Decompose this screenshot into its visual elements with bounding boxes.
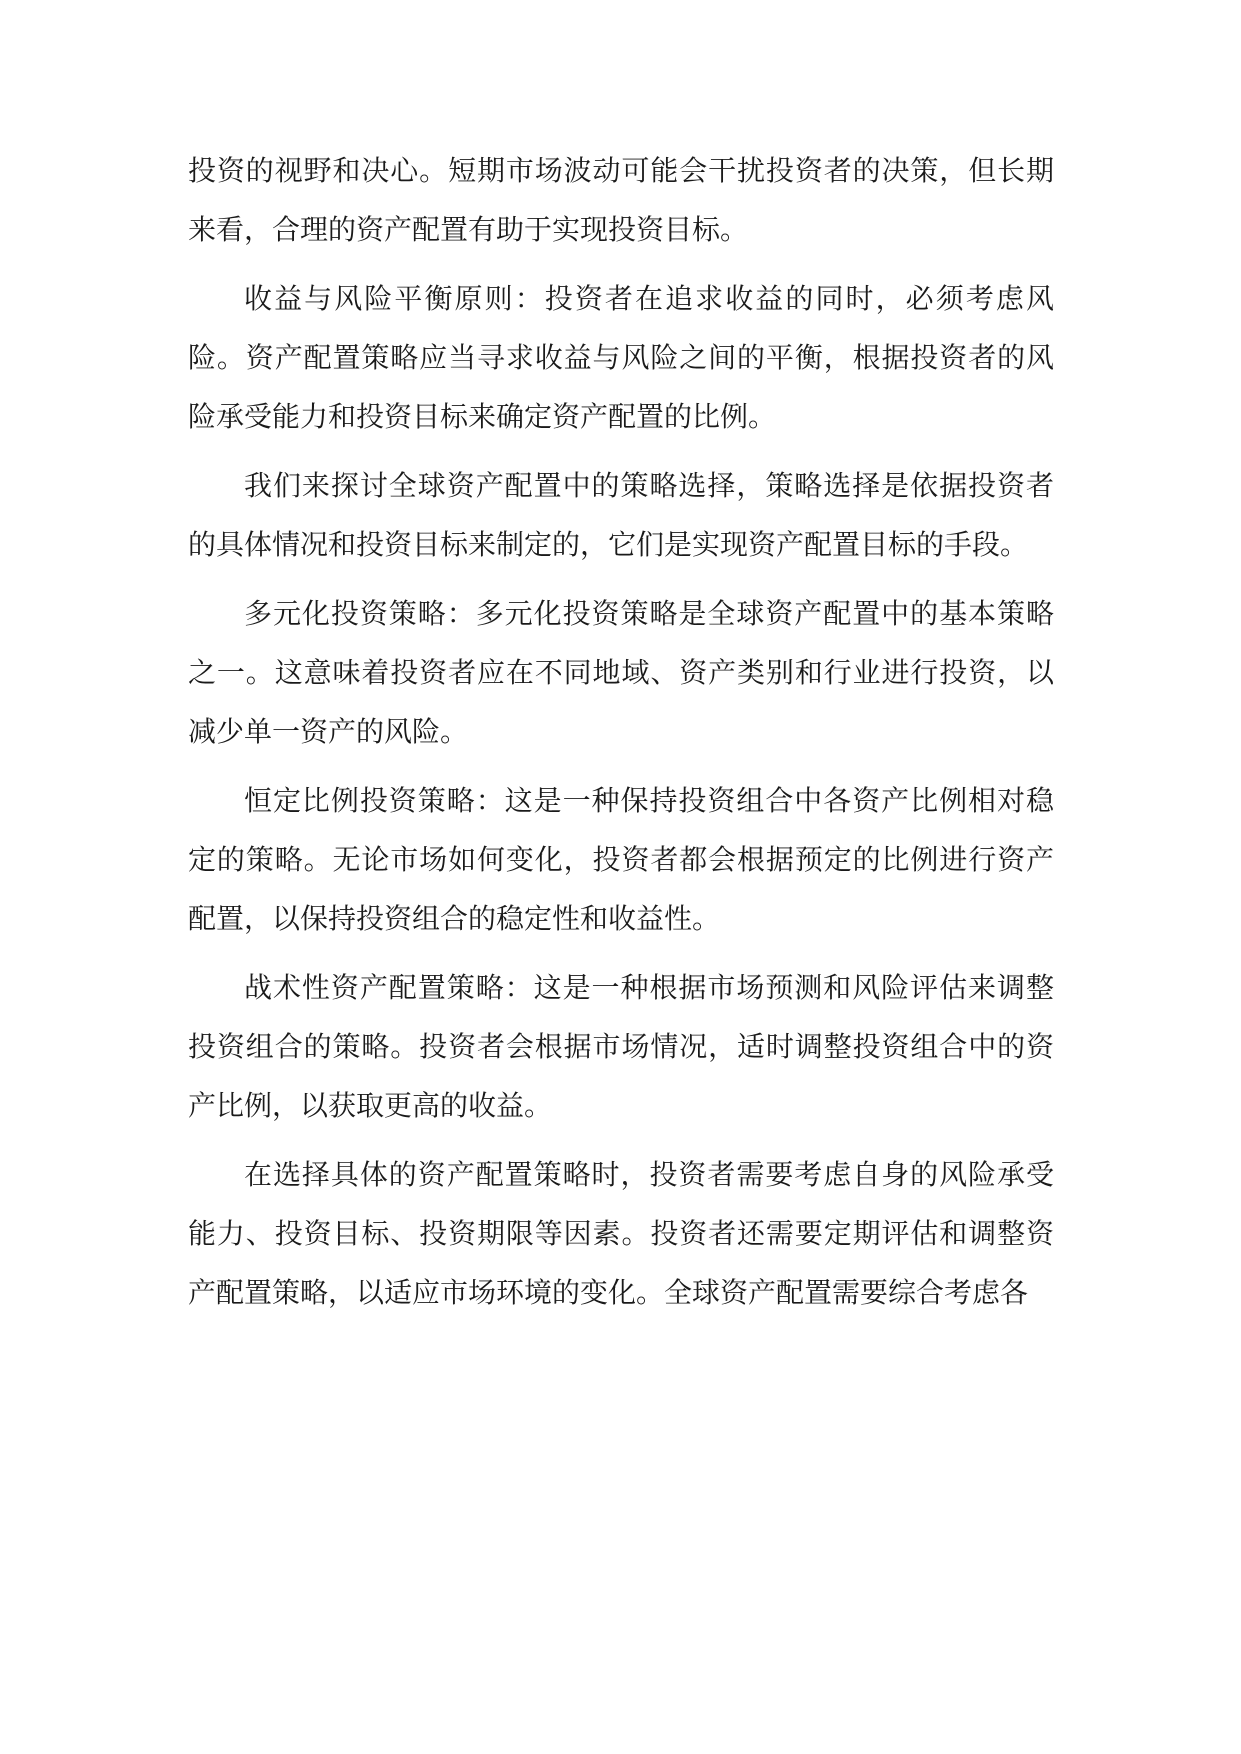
paragraph-constant-proportion-strategy: 恒定比例投资策略：这是一种保持投资组合中各资产比例相对稳定的策略。无论市场如何变化，投资者都会根据预定的比例进行资产配置，以保持投资组合的稳定性和收益性。 <box>188 784 1054 935</box>
paragraph-risk-return-balance: 收益与风险平衡原则：投资者在追求收益的同时，必须考虑风险。资产配置策略应当寻求收益与风险之间的平衡，根据投资者的风险承受能力和投资目标来确定资产配置的比例。 <box>188 282 1054 433</box>
paragraph-continuation: 投资的视野和决心。短期市场波动可能会干扰投资者的决策，但长期来看，合理的资产配置有助于实现投资目标。 <box>188 154 1054 246</box>
paragraph-diversification-strategy: 多元化投资策略：多元化投资策略是全球资产配置中的基本策略之一。这意味着投资者应在不同地域、资产类别和行业进行投资，以减少单一资产的风险。 <box>188 597 1054 748</box>
paragraph-strategy-selection: 在选择具体的资产配置策略时，投资者需要考虑自身的风险承受能力、投资目标、投资期限等因素。投资者还需要定期评估和调整资产配置策略，以适应市场环境的变化。全球资产配置需要综合考虑各 <box>188 1158 1054 1309</box>
paragraph-tactical-allocation-strategy: 战术性资产配置策略：这是一种根据市场预测和风险评估来调整投资组合的策略。投资者会根据市场情况，适时调整投资组合中的资产比例，以获取更高的收益。 <box>188 971 1054 1122</box>
paragraph-strategy-intro: 我们来探讨全球资产配置中的策略选择，策略选择是依据投资者的具体情况和投资目标来制定的，它们是实现资产配置目标的手段。 <box>188 469 1054 561</box>
document-body <box>188 141 1054 1332</box>
